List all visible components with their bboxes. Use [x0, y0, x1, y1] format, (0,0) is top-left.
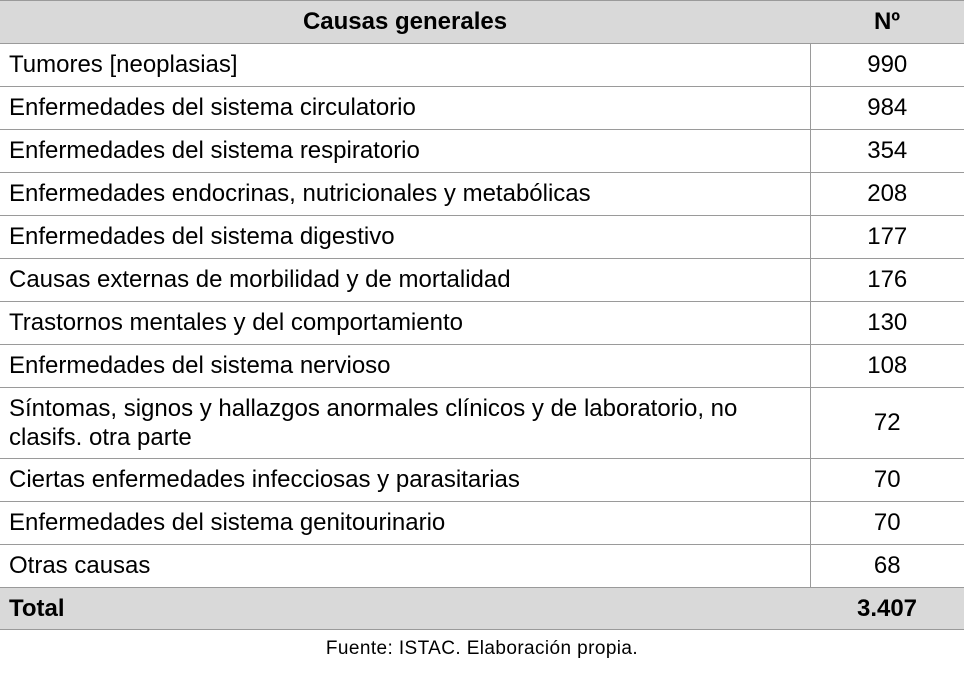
table-row [0, 345, 964, 388]
value-cell: 176 [810, 259, 964, 302]
table-row [0, 259, 964, 302]
table-row [0, 87, 964, 130]
value-cell: 108 [810, 345, 964, 388]
cause-cell: Tumores [neoplasias] [0, 44, 810, 87]
header-numero: Nº [810, 1, 964, 44]
value-cell: 72 [810, 388, 964, 459]
table-row [0, 545, 964, 588]
table-row [0, 302, 964, 345]
value-cell: 68 [810, 545, 964, 588]
value-cell: 354 [810, 130, 964, 173]
cause-cell: Otras causas [0, 545, 810, 588]
cause-cell: Enfermedades del sistema genitourinario [0, 502, 810, 545]
table-row [0, 130, 964, 173]
header-causas-generales: Causas generales [0, 1, 810, 44]
cause-cell: Enfermedades endocrinas, nutricionales y metabólicas [0, 173, 810, 216]
cause-cell: Enfermedades del sistema respiratorio [0, 130, 810, 173]
source-caption: Fuente: ISTAC. Elaboración propia. [325, 638, 639, 659]
cause-cell: Síntomas, signos y hallazgos anormales clínicos y de laboratorio, no clasifs. otra parte [0, 388, 810, 459]
value-cell: 208 [810, 173, 964, 216]
value-cell: 177 [810, 216, 964, 259]
total-label: Total [0, 588, 810, 630]
cause-cell: Enfermedades del sistema circulatorio [0, 87, 810, 130]
cause-cell: Enfermedades del sistema digestivo [0, 216, 810, 259]
table-row [0, 216, 964, 259]
table-row [0, 459, 964, 502]
value-cell: 130 [810, 302, 964, 345]
value-cell: 990 [810, 44, 964, 87]
table-row [0, 44, 964, 87]
value-cell: 70 [810, 459, 964, 502]
table-total-row [0, 588, 964, 630]
cause-cell: Ciertas enfermedades infecciosas y parasitarias [0, 459, 810, 502]
cause-cell: Causas externas de morbilidad y de mortalidad [0, 259, 810, 302]
cause-cell: Trastornos mentales y del comportamiento [0, 302, 810, 345]
cause-cell: Enfermedades del sistema nervioso [0, 345, 810, 388]
table-row [0, 388, 964, 459]
value-cell: 984 [810, 87, 964, 130]
table-row [0, 173, 964, 216]
table-row [0, 502, 964, 545]
value-cell: 70 [810, 502, 964, 545]
table-header-row [0, 1, 964, 44]
total-value: 3.407 [810, 588, 964, 630]
